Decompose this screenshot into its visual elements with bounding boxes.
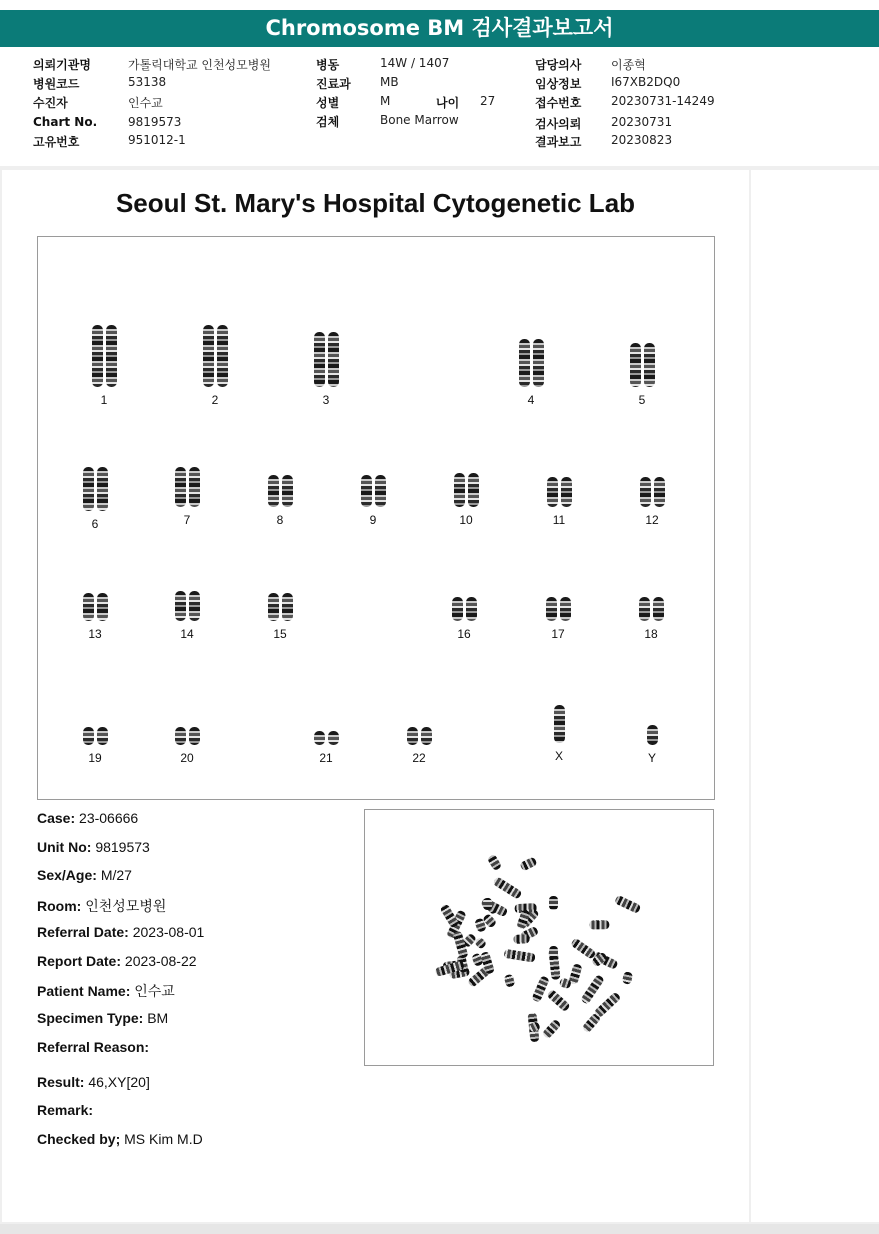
patient-label: 수진자	[33, 96, 68, 110]
chromatid	[468, 473, 479, 507]
chromosome-6	[65, 467, 125, 531]
chromosome-number: 8	[276, 513, 284, 527]
sexage-row: Sex/Age: M/27	[37, 867, 132, 883]
chromosome-pair	[529, 705, 589, 743]
chromatid	[268, 593, 279, 621]
chromatid	[83, 727, 94, 745]
unique-no-label: 고유번호	[33, 135, 80, 149]
age-label: 나이	[436, 96, 460, 110]
chromosome-pair	[74, 325, 134, 387]
doctor-value: 이종혁	[611, 58, 646, 72]
chromosome-number: 18	[644, 627, 658, 641]
chromosome-pair	[622, 725, 682, 745]
chromatid	[421, 727, 432, 745]
chromosome-pair	[157, 591, 217, 621]
chromatid	[328, 731, 339, 745]
karyogram	[37, 236, 715, 800]
chromatid	[217, 325, 228, 387]
chromatid	[361, 475, 372, 507]
metaphase-chromosome	[474, 937, 488, 951]
chromosome-15	[250, 593, 310, 641]
chromosome-pair	[622, 477, 682, 507]
chromosome-number: 6	[91, 517, 99, 531]
chromosome-number: 3	[322, 393, 330, 407]
case-row: Case: 23-06666	[37, 810, 139, 826]
chromosome-pair	[612, 343, 672, 387]
metaphase-chromosome	[487, 854, 502, 872]
chromatid	[630, 343, 641, 387]
chromatid	[282, 475, 293, 507]
chromosome-number: 5	[638, 393, 646, 407]
hospital-code-label: 병원코드	[33, 77, 80, 91]
chromatid	[175, 727, 186, 745]
age-value: 27	[480, 94, 496, 108]
chromatid	[203, 325, 214, 387]
checked-row: Checked by; MS Kim M.D	[37, 1131, 203, 1147]
chromosome-number: 15	[273, 627, 287, 641]
unique-no-value: 951012-1	[128, 133, 186, 147]
chromosome-16	[434, 597, 494, 641]
referral-date-value: 2023-08-01	[132, 924, 205, 940]
chromosome-pair	[157, 467, 217, 507]
metaphase-chromosome	[483, 897, 492, 909]
referral-date-row: Referral Date: 2023-08-01	[37, 924, 205, 940]
chromosome-pair	[621, 597, 681, 621]
chromatid	[282, 593, 293, 621]
chromosome-10	[436, 473, 496, 527]
chromatid	[546, 597, 557, 621]
chromosome-12	[622, 477, 682, 527]
chromosome-2	[185, 325, 245, 407]
chromosome-4	[501, 339, 561, 407]
chromosome-22	[389, 727, 449, 765]
chromosome-number: 4	[527, 393, 535, 407]
chromosome-number: 11	[552, 513, 566, 527]
chromosome-number: 17	[551, 627, 565, 641]
result-row: Result: 46,XY[20]	[37, 1074, 150, 1090]
bottom-strip	[0, 1224, 879, 1234]
report-value: 20230823	[611, 133, 673, 147]
metaphase-chromosome	[570, 937, 596, 959]
dept-value: MB	[380, 75, 399, 89]
referral-reason-row: Referral Reason:	[37, 1039, 150, 1055]
receipt-value: 20230731-14249	[611, 94, 715, 108]
institution-value: 가톨릭대학교 인천성모병원	[128, 58, 271, 72]
ward-value: 14W / 1407	[380, 56, 450, 70]
chromatid	[375, 475, 386, 507]
chromosome-number: 20	[180, 751, 194, 765]
receipt-label: 접수번호	[535, 96, 582, 110]
metaphase-chromosome	[589, 920, 609, 929]
chromatid	[97, 727, 108, 745]
chromatid	[644, 343, 655, 387]
karyotype-sheet	[2, 170, 749, 1222]
unit-value: 9819573	[95, 839, 150, 855]
chromosome-20	[157, 727, 217, 765]
chromosome-number: 2	[211, 393, 219, 407]
chromatid	[547, 477, 558, 507]
ward-label: 병동	[316, 58, 340, 72]
chromosome-X	[529, 705, 589, 763]
chromatid	[452, 597, 463, 621]
metaphase-chromosome	[541, 1019, 561, 1040]
metaphase-chromosome	[593, 991, 621, 1018]
chromosome-pair	[529, 477, 589, 507]
chromosome-number: Y	[647, 751, 656, 765]
room-value: 인천성모병원	[85, 898, 167, 914]
chromosome-pair	[65, 467, 125, 511]
patient-value: 인수교	[128, 96, 163, 110]
chromatid	[106, 325, 117, 387]
chromosome-21	[296, 731, 356, 765]
chromatid	[640, 477, 651, 507]
dept-label: 진료과	[316, 77, 351, 91]
result-value: 46,XY[20]	[88, 1074, 150, 1090]
metaphase-chromosome	[546, 989, 571, 1012]
chromosome-number: 19	[88, 751, 102, 765]
lab-title: Seoul St. Mary's Hospital Cytogenetic Lab	[115, 188, 636, 218]
chromatid	[83, 593, 94, 621]
chromosome-pair	[434, 597, 494, 621]
chromatid	[175, 591, 186, 621]
chromosome-pair	[296, 731, 356, 745]
hospital-code-value: 53138	[128, 75, 167, 89]
chart-no-label: Chart No.	[33, 115, 98, 129]
metaphase-chromosome	[504, 974, 516, 988]
chromosome-number: 7	[183, 513, 191, 527]
chromatid	[97, 467, 108, 511]
metaphase-chromosome	[492, 876, 522, 899]
chromosome-pair	[250, 593, 310, 621]
metaphase-chromosome	[622, 971, 633, 984]
chromatid	[83, 467, 94, 511]
chromosome-1	[74, 325, 134, 407]
room-row: Room: 인천성모병원	[37, 898, 167, 914]
chromatid	[97, 593, 108, 621]
chromatid	[407, 727, 418, 745]
chromosome-11	[529, 477, 589, 527]
chromatid	[314, 731, 325, 745]
sex-value: M	[380, 94, 391, 108]
metaphase-chromosome	[549, 946, 559, 958]
clinical-value: I67XB2DQ0	[611, 75, 681, 89]
chromosome-9	[343, 475, 403, 527]
report-header-panel	[0, 0, 879, 166]
chromosome-number: X	[554, 749, 563, 763]
patient-name-row: Patient Name: 인수교	[37, 983, 175, 999]
sex-label: 성별	[316, 96, 340, 110]
chromosome-pair	[343, 475, 403, 507]
chromatid	[554, 705, 565, 743]
metaphase-chromosome	[580, 974, 605, 1005]
metaphase-chromosome	[614, 894, 642, 913]
chromosome-number: 9	[369, 513, 377, 527]
remark-row: Remark:	[37, 1102, 94, 1118]
chromatid	[189, 467, 200, 507]
chromosome-pair	[436, 473, 496, 507]
request-value: 20230731	[611, 115, 673, 129]
chromosome-18	[621, 597, 681, 641]
chromatid	[454, 473, 465, 507]
chromatid	[328, 332, 339, 387]
chromatid	[654, 477, 665, 507]
chromosome-Y	[622, 725, 682, 765]
request-label: 검사의뢰	[535, 117, 582, 131]
chromosome-number: 16	[457, 627, 471, 641]
specimen-type-row: Specimen Type: BM	[37, 1010, 169, 1026]
chart-no-value: 9819573	[128, 115, 182, 129]
chromosome-13	[65, 593, 125, 641]
chromosome-14	[157, 591, 217, 641]
chromosome-pair	[528, 597, 588, 621]
chromatid	[647, 725, 658, 745]
chromosome-8	[250, 475, 310, 527]
chromosome-pair	[65, 593, 125, 621]
chromatid	[560, 597, 571, 621]
chromatid	[268, 475, 279, 507]
chromosome-19	[65, 727, 125, 765]
chromosome-pair	[65, 727, 125, 745]
report-label: 결과보고	[535, 135, 582, 149]
checked-value: MS Kim M.D	[124, 1131, 203, 1147]
chromatid	[519, 339, 530, 387]
case-value: 23-06666	[79, 810, 139, 826]
chromosome-number: 10	[459, 513, 473, 527]
institution-label: 의뢰기관명	[33, 58, 91, 72]
chromatid	[639, 597, 650, 621]
chromosome-pair	[296, 332, 356, 387]
chromatid	[533, 339, 544, 387]
report-date-value: 2023-08-22	[124, 953, 197, 969]
chromatid	[189, 591, 200, 621]
chromatid	[653, 597, 664, 621]
chromosome-17	[528, 597, 588, 641]
specimen-label: 검체	[316, 115, 340, 129]
chromosome-pair	[389, 727, 449, 745]
unit-row: Unit No: 9819573	[37, 839, 150, 855]
metaphase-chromosome	[513, 934, 530, 944]
specimen-type-value: BM	[147, 1010, 169, 1026]
metaphase-chromosome	[519, 856, 537, 871]
chromosome-3	[296, 332, 356, 407]
metaphase-image	[364, 809, 714, 1066]
chromosome-pair	[157, 727, 217, 745]
chromosome-number: 1	[100, 393, 108, 407]
metaphase-chromosome	[549, 896, 558, 910]
doctor-label: 담당의사	[535, 58, 582, 72]
chromatid	[314, 332, 325, 387]
chromosome-number: 21	[319, 751, 333, 765]
metaphase-chromosome	[503, 948, 535, 962]
chromosome-pair	[250, 475, 310, 507]
right-blank-pane	[751, 170, 879, 1222]
sexage-value: M/27	[100, 867, 132, 883]
chromosome-7	[157, 467, 217, 527]
metaphase-chromosome	[531, 975, 550, 1003]
chromatid	[92, 325, 103, 387]
chromosome-number: 14	[180, 627, 194, 641]
chromosome-pair	[501, 339, 561, 387]
chromatid	[175, 467, 186, 507]
chromosome-5	[612, 343, 672, 407]
report-date-row: Report Date: 2023-08-22	[37, 953, 197, 969]
chromosome-number: 13	[88, 627, 102, 641]
chromosome-number: 12	[645, 513, 659, 527]
chromatid	[189, 727, 200, 745]
patient-name-value: 인수교	[134, 983, 175, 999]
specimen-value: Bone Marrow	[380, 113, 459, 127]
chromosome-pair	[185, 325, 245, 387]
chromatid	[561, 477, 572, 507]
report-title: Chromosome BM 검사결과보고서	[0, 10, 879, 47]
clinical-label: 임상정보	[535, 77, 582, 91]
chromatid	[466, 597, 477, 621]
chromosome-number: 22	[412, 751, 426, 765]
